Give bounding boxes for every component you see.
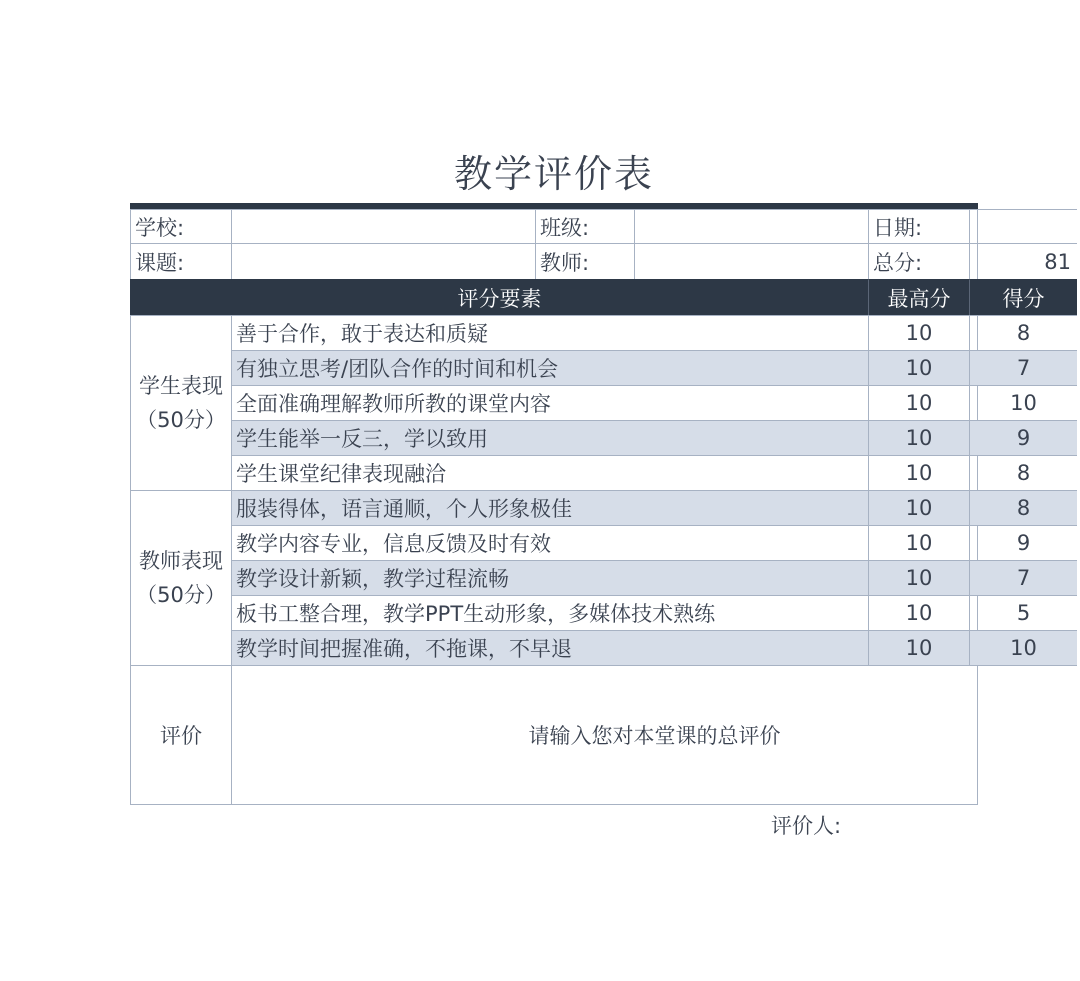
evaluation-table	[130, 209, 1071, 805]
teacher-performance-label: 教师表现（50分）	[130, 490, 231, 665]
score-cell[interactable]: 10	[969, 385, 1077, 420]
max-score-cell: 10	[868, 315, 969, 350]
score-cell[interactable]: 8	[969, 315, 1077, 350]
score-cell[interactable]: 7	[969, 350, 1077, 385]
criteria-item: 板书工整合理，教学PPT生动形象，多媒体技术熟练	[231, 595, 868, 630]
criteria-item: 教学时间把握准确，不拖课，不早退	[231, 630, 868, 665]
evaluation-input[interactable]: 请输入您对本堂课的总评价	[231, 665, 1077, 804]
class-field[interactable]	[634, 209, 868, 243]
criteria-item: 全面准确理解教师所教的课堂内容	[231, 385, 868, 420]
total-label: 总分:	[868, 243, 969, 279]
school-label: 学校:	[130, 209, 231, 243]
max-score-header: 最高分	[868, 279, 969, 315]
score-cell[interactable]: 10	[969, 630, 1077, 665]
score-header: 得分	[969, 279, 1077, 315]
criteria-item: 学生能举一反三，学以致用	[231, 420, 868, 455]
score-cell[interactable]: 8	[969, 490, 1077, 525]
max-score-cell: 10	[868, 595, 969, 630]
max-score-cell: 10	[868, 455, 969, 490]
class-label: 班级:	[535, 209, 634, 243]
criteria-item: 教学设计新颖，教学过程流畅	[231, 560, 868, 595]
score-cell[interactable]: 9	[969, 420, 1077, 455]
criteria-item: 教学内容专业，信息反馈及时有效	[231, 525, 868, 560]
max-score-cell: 10	[868, 385, 969, 420]
criteria-header: 评分要素	[130, 279, 868, 315]
criteria-item: 有独立思考/团队合作的时间和机会	[231, 350, 868, 385]
student-performance-label: 学生表现（50分）	[130, 315, 231, 490]
reviewer-label: 评价人:	[771, 814, 842, 838]
topic-label: 课题:	[130, 243, 231, 279]
max-score-cell: 10	[868, 490, 969, 525]
school-field[interactable]	[231, 209, 535, 243]
teacher-label: 教师:	[535, 243, 634, 279]
max-score-cell: 10	[868, 630, 969, 665]
criteria-item: 善于合作，敢于表达和质疑	[231, 315, 868, 350]
total-value[interactable]: 81	[969, 243, 1077, 279]
score-cell[interactable]: 5	[969, 595, 1077, 630]
teacher-field[interactable]	[634, 243, 868, 279]
max-score-cell: 10	[868, 420, 969, 455]
page-title: 教学评价表	[453, 152, 654, 196]
criteria-item: 学生课堂纪律表现融洽	[231, 455, 868, 490]
date-field[interactable]	[969, 209, 1077, 243]
date-label: 日期:	[868, 209, 969, 243]
topic-field[interactable]	[231, 243, 535, 279]
criteria-item: 服装得体，语言通顺，个人形象极佳	[231, 490, 868, 525]
score-cell[interactable]: 7	[969, 560, 1077, 595]
max-score-cell: 10	[868, 560, 969, 595]
evaluation-label: 评价	[130, 665, 231, 804]
max-score-cell: 10	[868, 525, 969, 560]
score-cell[interactable]: 9	[969, 525, 1077, 560]
max-score-cell: 10	[868, 350, 969, 385]
score-cell[interactable]: 8	[969, 455, 1077, 490]
